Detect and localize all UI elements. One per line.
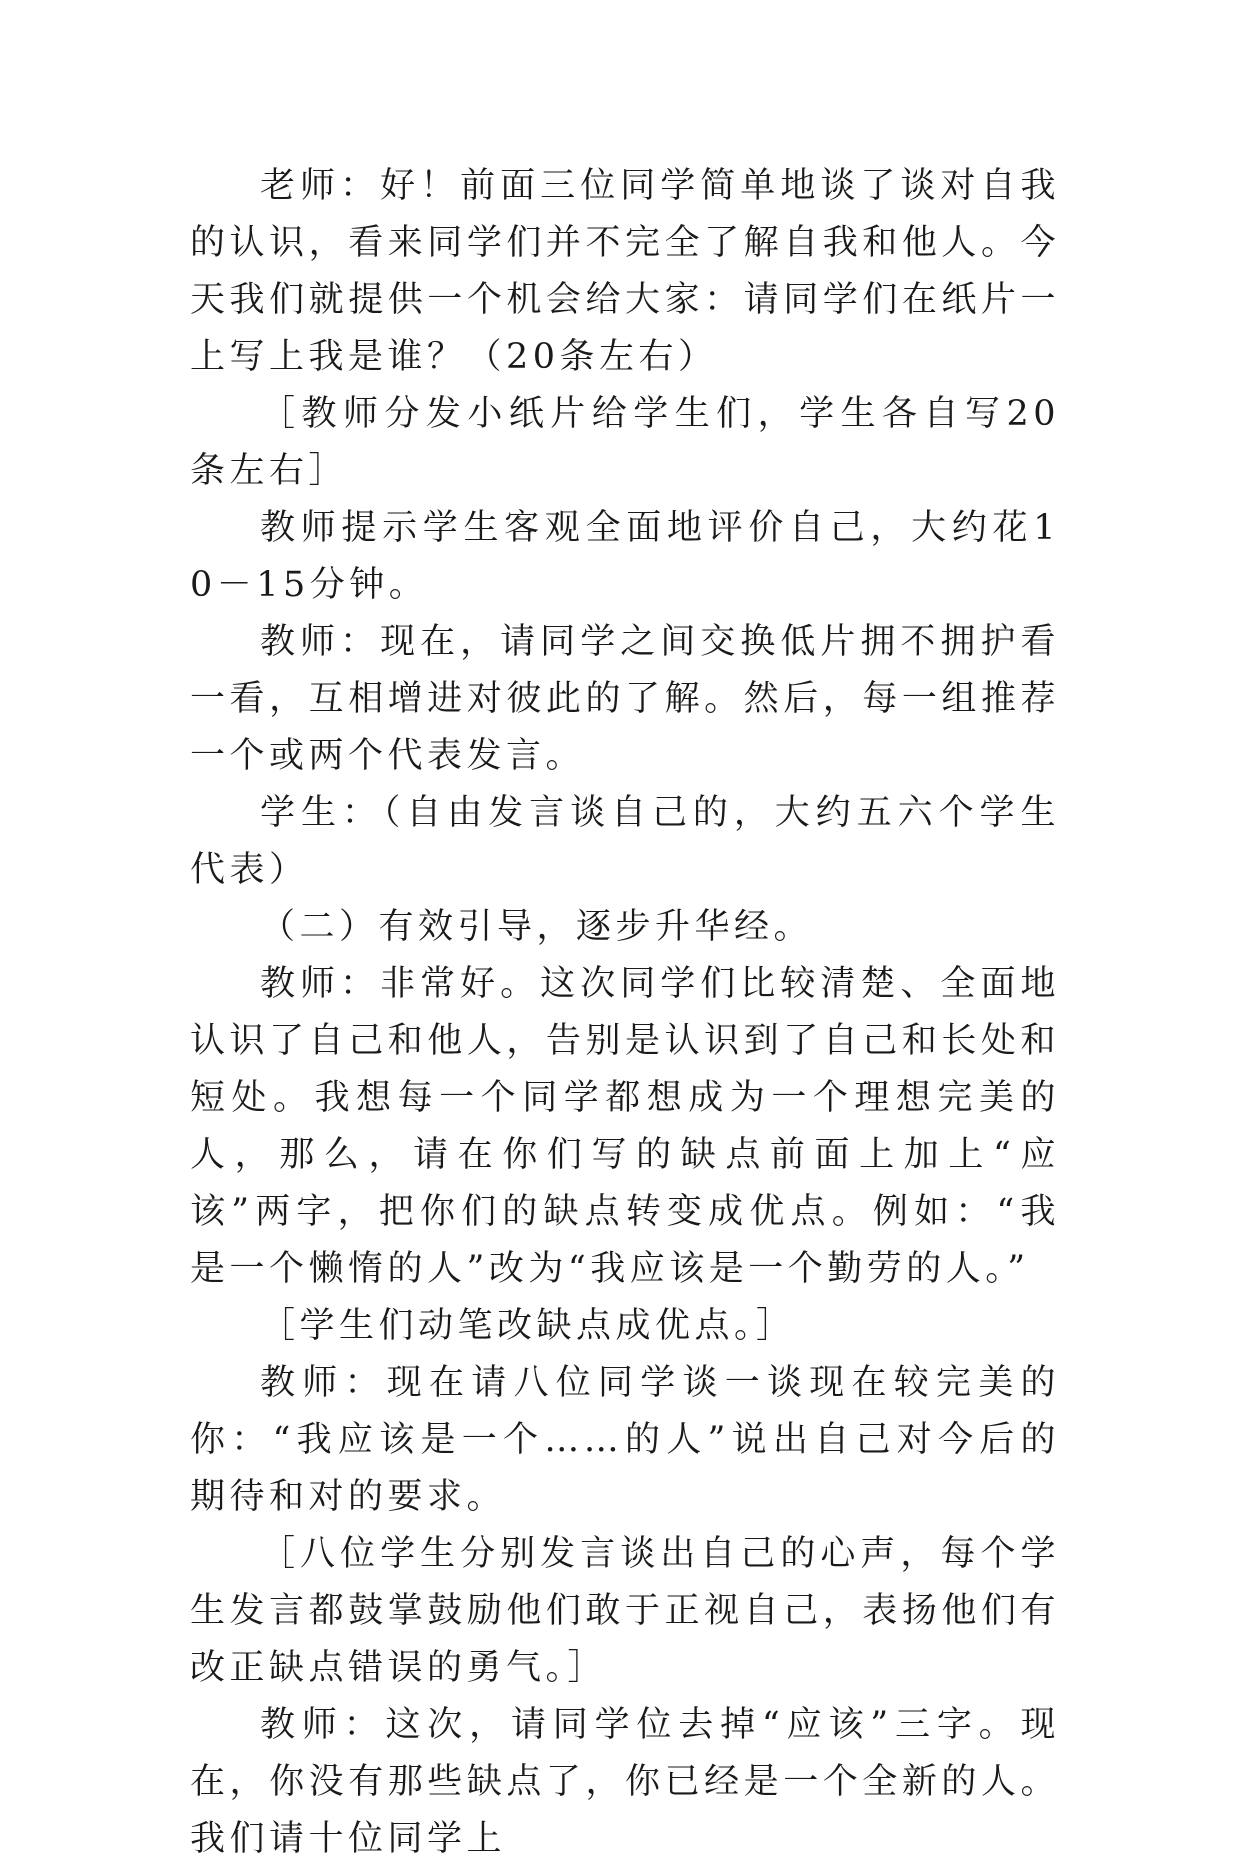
paragraph: ［学生们动笔改缺点成优点。］ (260, 1306, 796, 1346)
document-body (190, 158, 1060, 1868)
paragraph: 教师：这次，请同学位去掉“应该”三字。现在，你没有那些缺点了，你已经是一个全新的人。我们请十位同学上 (190, 1705, 1060, 1859)
paragraph: ［八位学生分别发言谈出自己的心声，每个学生发言都鼓掌鼓励他们敢于正视自己，表扬他们有改正缺点错误的勇气。］ (190, 1534, 1060, 1688)
paragraph: 老师：好！前面三位同学简单地谈了谈对自我的认识，看来同学们并不完全了解自我和他人。今天我们就提供一个机会给大家：请同学们在纸片一上写上我是谁？（20条左右） (190, 166, 1060, 377)
paragraph: 教师：现在请八位同学谈一谈现在较完美的你：“我应该是一个……的人”说出自己对今后的期待和对的要求。 (190, 1363, 1060, 1517)
paragraph: ［教师分发小纸片给学生们，学生各自写20条左右］ (190, 394, 1060, 491)
paragraph: 学生：（自由发言谈自己的，大约五六个学生代表） (190, 793, 1060, 890)
paragraph: （二）有效引导，逐步升华经。 (260, 907, 814, 947)
paragraph: 教师：现在，请同学之间交换低片拥不拥护看一看，互相增进对彼此的了解。然后，每一组推荐一个或两个代表发言。 (190, 622, 1060, 776)
paragraph: 教师：非常好。这次同学们比较清楚、全面地认识了自己和他人，告别是认识到了自己和长处和短处。我想每一个同学都想成为一个理想完美的人，那么，请在你们写的缺点前面上加上“应该”两字，把你们的缺点转变成优点。例如：“我是一个懒惰的人”改为“我应该是一个勤劳的人。” (190, 964, 1060, 1289)
paragraph: 教师提示学生客观全面地评价自己，大约花10－15分钟。 (190, 508, 1060, 605)
